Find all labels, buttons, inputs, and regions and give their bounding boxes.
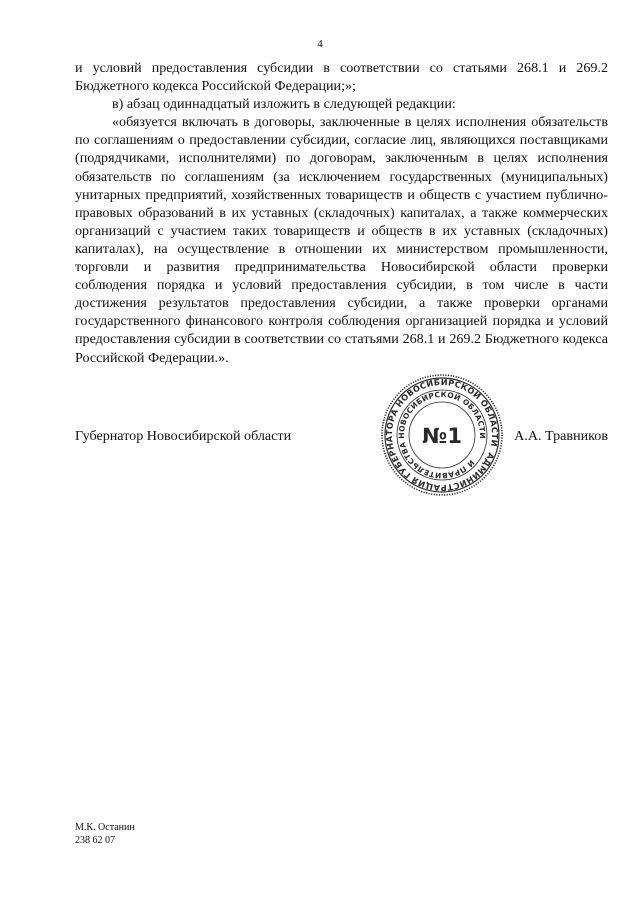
official-seal [379, 372, 505, 498]
executor-phone: 238 62 07 [75, 835, 115, 846]
page-number: 4 [317, 38, 323, 50]
seal-stamp-icon [379, 372, 505, 498]
document-body [75, 59, 608, 367]
paragraph-continuation: и условий предоставления субсидии в соответствии со статьями 268.1 и 269.2 Бюджетного кодекса Российской Федерации;»; [75, 60, 608, 95]
seal-outer-text: АДМИНИСТРАЦИЯ ГУБЕРНАТОРА НОВОСИБИРСКОЙ ОБЛАСТИ [383, 376, 501, 494]
seal-number: №1 [422, 424, 462, 448]
signatory-title: Губернатор Новосибирской области [75, 428, 292, 444]
executor-name: М.К. Останин [75, 822, 135, 833]
paragraph-quoted-text: «обязуется включать в договоры, заключенные в целях исполнения обязательств по соглашениям о предоставлении субсидии, согласие лиц, являющихся поставщиками (подрядчиками, исполнителями) по договорам, заключенным в целях исполнения обязательств по соглашениям (за исключением государственных (муниципальных) унитарных предприятий, хозяйственных товариществ и обществ с участием публично-правовых образований в их уставных (складочных) капиталах, а также коммерческих организаций с участием таких товариществ и обществ в их уставных (складочных) капиталах), на осуществление в отношении их министерством промышленности, торговли и развития предпринимательства Новосибирской области проверки соблюдения порядка и условий предоставления субсидии, в том числе в части достижения результатов предоставления субсидии, а также проверки органами государственного финансового контроля соблюдения организацией порядка и условий предоставления субсидии в соответствии со статьями 268.1 и 269.2 Бюджетного кодекса Российской Федерации.». [75, 114, 608, 366]
executor-info [75, 821, 135, 847]
paragraph-item-v: в) абзац одиннадцатый изложить в следующей редакции: [112, 96, 456, 113]
signatory-name: А.А. Травников [514, 428, 608, 444]
seal-inner-text: И ПРАВИТЕЛЬСТВА НОВОСИБИРСКОЙ ОБЛАСТИ [396, 389, 488, 481]
